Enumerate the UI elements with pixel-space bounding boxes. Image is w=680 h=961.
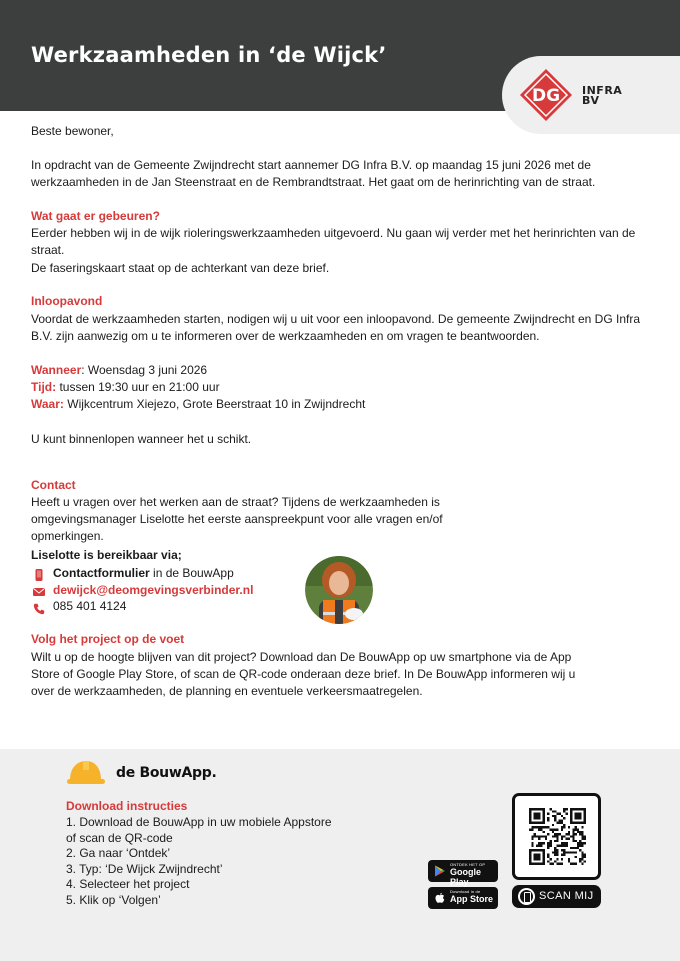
scan-me-button[interactable] <box>512 885 601 908</box>
event-where-value: Wijkcentrum Xiejezo, Grote Beerstraat 10 in Zwijndrecht <box>63 397 366 411</box>
avatar <box>305 556 373 624</box>
logo-mark: DG <box>531 86 561 106</box>
intro-paragraph: In opdracht van de Gemeente Zwijndrecht start aannemer DG Infra B.V. op maandag 15 juni 2026 met de werkzaamheden in de Jan Steenstraat en de Rembrandtstraat. Het gaat om de herinrichting van de straat. <box>31 158 596 189</box>
logo-line-2: BV <box>582 94 600 107</box>
envelope-icon <box>33 586 45 598</box>
event-where-label: Waar: <box>31 397 64 411</box>
google-play-icon <box>434 865 446 877</box>
section-inloopavond-paragraph: Voordat de werkzaamheden starten, nodigen wij u uit voor een inloopavond. De gemeente Zwijndrecht en DG Infra B.V. zijn aanwezig om u te informeren over de werkzaamheden en om vragen te beantwoorden. <box>31 312 641 343</box>
contact-form-line <box>53 566 234 580</box>
event-time <box>31 379 656 396</box>
google-play-small-text: ONTDEK HET OP <box>450 862 486 867</box>
section-heading-follow: Volg het project op de voet <box>31 632 185 646</box>
event-where <box>31 396 656 413</box>
google-play-badge[interactable] <box>428 860 498 887</box>
dg-infra-logo-icon <box>519 68 573 122</box>
scan-me-label: SCAN MIJ <box>539 890 594 902</box>
reach-heading: Liselotte is bereikbaar via; <box>31 548 182 562</box>
qr-code-icon <box>529 808 586 865</box>
contact-phone: 085 401 4124 <box>53 599 127 613</box>
apple-icon <box>434 892 446 904</box>
download-step: 5. Klik op ‘Volgen’ <box>66 892 161 907</box>
app-store-label: App Store <box>450 894 494 904</box>
app-store-badge[interactable] <box>428 887 498 909</box>
section-heading-what: Wat gaat er gebeuren? <box>31 209 160 223</box>
download-heading: Download instructies <box>66 799 188 813</box>
section-heading-contact: Contact <box>31 478 76 492</box>
download-step: of scan de QR-code <box>66 830 173 845</box>
download-steps <box>66 815 386 908</box>
event-when-label: Wanneer <box>31 363 82 377</box>
logo-line-1: INFRA <box>582 84 623 97</box>
logo-text <box>582 86 622 106</box>
contact-form-label: Contactformulier <box>53 566 150 580</box>
event-when-value: : Woensdag 3 juni 2026 <box>81 363 208 377</box>
section-what-note: De faseringskaart staat op de achterkant van deze brief. <box>31 261 330 275</box>
hard-hat-icon <box>66 758 106 786</box>
page-title: Werkzaamheden in ‘de Wijck’ <box>31 43 387 67</box>
section-heading-inloopavond: Inloopavond <box>31 294 103 308</box>
event-time-value: tussen 19:30 uur en 21:00 uur <box>56 380 220 394</box>
download-step: 3. Typ: ‘De Wijck Zwijndrecht’ <box>66 861 223 876</box>
scan-phone-icon <box>518 888 535 905</box>
mobile-phone-icon <box>33 569 45 581</box>
event-when <box>31 362 656 379</box>
follow-paragraph: Wilt u op de hoogte blijven van dit project? Download dan De BouwApp op uw smartphone via de App Store of Google Play Store, of scan de QR-code onderaan deze brief. In De BouwApp informeren wij u over de werkzaamheden, de planning en eventuele verkeersmaatregelen. <box>31 650 576 698</box>
bouwapp-brand: de BouwApp. <box>116 765 217 781</box>
contact-form-rest: in de BouwApp <box>149 566 234 580</box>
event-time-label: Tijd: <box>31 380 57 394</box>
greeting: Beste bewoner, <box>31 124 114 138</box>
google-play-label: Google Play <box>450 867 481 887</box>
contact-email-link[interactable]: dewijck@deomgevingsverbinder.nl <box>53 583 254 597</box>
qr-code-frame <box>512 793 601 880</box>
download-step: 4. Selecteer het project <box>66 877 190 891</box>
phone-icon <box>33 603 45 615</box>
section-what-paragraph: Eerder hebben wij in de wijk rioleringswerkzaamheden uitgevoerd. Nu gaan wij verder met het herinrichten van de straat. <box>31 226 636 257</box>
walk-in-note: U kunt binnenlopen wanneer het u schikt. <box>31 432 252 446</box>
download-step: 2. Ga naar ‘Ontdek’ <box>66 846 171 860</box>
app-store-small-text: Download in de <box>450 889 481 894</box>
download-step: 1. Download de BouwApp in uw mobiele Appstore <box>66 815 332 829</box>
contact-paragraph: Heeft u vragen over het werken aan de straat? Tijdens de werkzaamheden is omgevingsmanager Liselotte het eerste aanspreekpunt voor alle vragen en/of opmerkingen. <box>31 495 443 543</box>
